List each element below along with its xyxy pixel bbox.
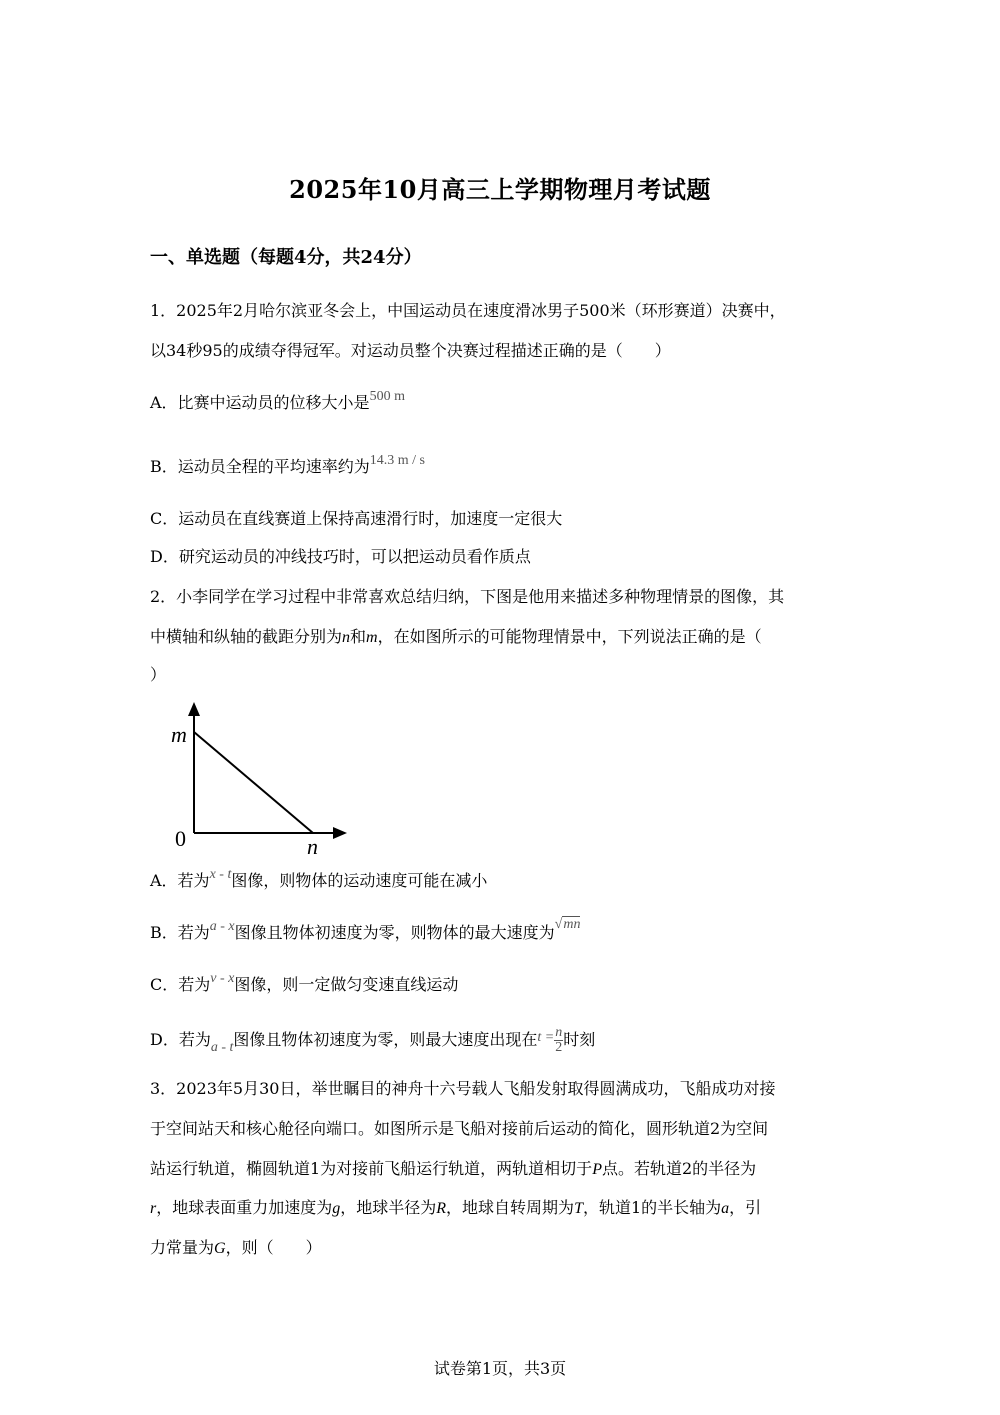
q2-var-m: m <box>366 629 378 646</box>
q1-option-b-text: B．运动员全程的平均速率约为 <box>150 457 370 476</box>
q3-text-h: 力常量为 <box>150 1238 215 1257</box>
q1-option-d: D．研究运动员的冲线技巧时，可以把运动员看作质点 <box>150 547 531 566</box>
q3-var-a: a <box>721 1200 730 1217</box>
q2-option-d <box>150 1026 595 1055</box>
q3-var-P: P <box>592 1161 602 1178</box>
q3-var-T: T <box>574 1200 583 1217</box>
q3-text-c: ，地球表面重力加速度为 <box>156 1198 333 1217</box>
q3-text-a: 站运行轨道，椭圆轨道1为对接前飞船运行轨道，两轨道相切于 <box>150 1159 593 1178</box>
q1-option-a <box>150 389 405 416</box>
q3-text-g: ，引 <box>729 1198 762 1217</box>
q3-var-G: G <box>214 1240 226 1257</box>
fraction-denominator: 2 <box>555 1040 563 1055</box>
sqrt-mn <box>555 917 581 932</box>
q2-option-c <box>150 971 459 998</box>
x-axis-arrow <box>333 827 347 839</box>
q1-option-c: C．运动员在直线赛道上保持高速滑行时，加速度一定很大 <box>150 509 563 528</box>
q3-text-d: ，地球半径为 <box>340 1198 437 1217</box>
q2-option-a-math: x - t <box>209 867 232 882</box>
q3-var-r: r <box>150 1200 157 1217</box>
q3-text-f: ，轨道1的半长轴为 <box>582 1198 722 1217</box>
q1-option-a-text: A．比赛中运动员的位移大小是 <box>150 393 370 412</box>
q1-stem-line1: 1．2025年2月哈尔滨亚冬会上，中国运动员在速度滑冰男子500米（环形赛道）决赛中， <box>150 301 786 320</box>
graph-svg <box>165 700 365 860</box>
q2-stem-line2 <box>150 626 762 649</box>
intercept-line <box>194 732 313 833</box>
q3-var-g: g <box>332 1200 341 1217</box>
section-heading: 一、单选题（每题4分，共24分） <box>150 247 422 268</box>
q2-option-d-post: 时刻 <box>563 1030 596 1049</box>
page-footer: 试卷第1页，共3页 <box>433 1359 567 1378</box>
intercept-graph <box>165 700 365 864</box>
sqrt-radicand: mn <box>563 917 581 932</box>
sqrt-symbol: √ <box>554 917 563 932</box>
q3-stem-line4 <box>150 1197 761 1220</box>
q3-text-e: ，地球自转周期为 <box>446 1198 575 1217</box>
q3-stem-line2: 于空间站天和核心舱径向端口。如图所示是飞船对接前后运动的简化，圆形轨道2为空间 <box>150 1119 769 1138</box>
q2-option-b-mid: 图像且物体初速度为零，则物体的最大速度为 <box>234 923 555 942</box>
x-intercept-label: n <box>307 834 318 859</box>
fraction-numerator: n <box>555 1025 563 1040</box>
y-axis-arrow <box>188 702 200 716</box>
q2-stem-text-a: 中横轴和纵轴的截距分别为 <box>150 627 343 646</box>
q2-option-c-pre: C．若为 <box>150 975 211 994</box>
q2-option-b-pre: B．若为 <box>150 923 210 942</box>
q3-var-R: R <box>436 1200 447 1217</box>
q2-option-a-pre: A．若为 <box>150 871 210 890</box>
fraction-n-over-2 <box>554 1026 563 1055</box>
q2-stem-text-c: ，在如图所示的可能物理情景中，下列说法正确的是（ <box>377 627 762 646</box>
exam-title: 2025年10月高三上学期物理月考试题 <box>289 175 711 204</box>
q2-stem-line1: 2．小李同学在学习过程中非常喜欢总结归纳，下图是他用来描述多种物理情景的图像，其 <box>150 587 785 606</box>
q3-stem-line5 <box>150 1237 322 1260</box>
y-intercept-label: m <box>171 722 187 747</box>
q3-text-b: 点。若轨道2的半径为 <box>601 1159 757 1178</box>
q3-stem-line1: 3．2023年5月30日，举世瞩目的神舟十六号载人飞船发射取得圆满成功，飞船成功对接 <box>150 1079 776 1098</box>
q2-option-c-math: v - x <box>210 971 235 986</box>
q3-stem-line3 <box>150 1158 756 1181</box>
q2-option-b <box>150 917 581 946</box>
q1-option-b <box>150 453 425 480</box>
q2-stem-text-b: 和 <box>350 627 367 646</box>
q2-option-b-math: a - x <box>209 919 235 934</box>
q2-option-d-math: a - t <box>210 1040 234 1055</box>
q1-option-a-math: 500 m <box>369 389 405 404</box>
q1-stem-line2: 以34秒95的成绩夺得冠军。对运动员整个决赛过程描述正确的是（ ） <box>150 341 671 360</box>
q2-option-a-post: 图像，则物体的运动速度可能在减小 <box>231 871 488 890</box>
q2-option-a <box>150 867 488 894</box>
q2-option-c-post: 图像，则一定做匀变速直线运动 <box>234 975 459 994</box>
q1-option-b-math: 14.3 m / s <box>369 453 425 468</box>
q2-option-d-mid: 图像且物体初速度为零，则最大速度出现在 <box>233 1030 538 1049</box>
q2-option-d-t: t = <box>537 1030 555 1045</box>
q2-option-d-pre: D．若为 <box>150 1030 211 1049</box>
q2-var-n: n <box>342 629 351 646</box>
origin-label: 0 <box>175 826 186 851</box>
q3-text-i: ，则（ ） <box>225 1238 322 1257</box>
q2-stem-line3: ） <box>150 665 167 684</box>
